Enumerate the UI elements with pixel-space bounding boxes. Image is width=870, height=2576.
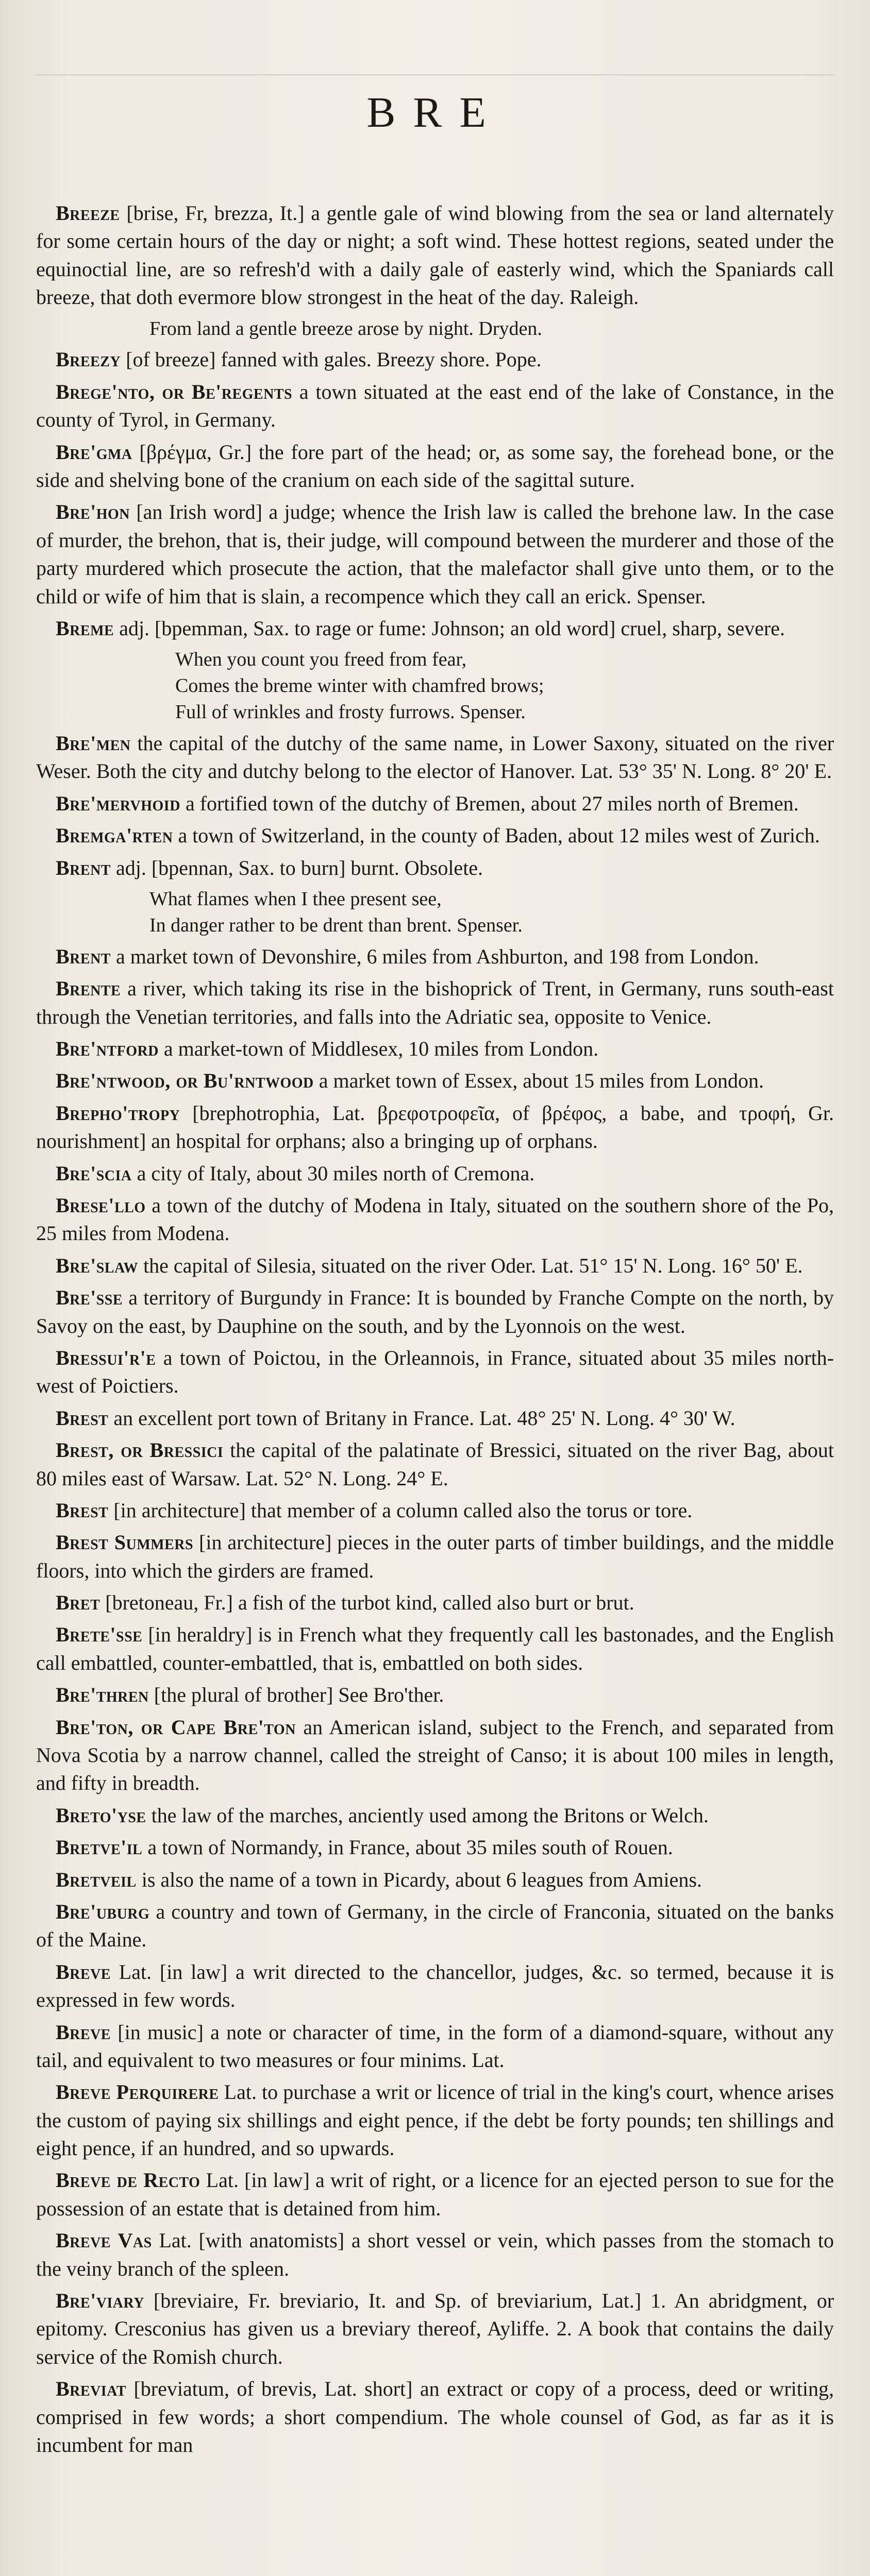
definition: a town situated at the east end of the lake of Constance, in the county of Tyrol, in Germany.: [36, 380, 834, 432]
definition: [of breeze] fanned with gales. Breezy shore. Pope.: [126, 348, 542, 371]
headword: Brest, or Bressici: [56, 1438, 224, 1462]
headword: Bre'viary: [56, 2289, 144, 2313]
entry-breve-music: [36, 2019, 834, 2075]
headword: Bretve'il: [56, 1836, 143, 1859]
headword: Breviat: [56, 2377, 127, 2401]
headword: Bressui'r'e: [56, 1346, 156, 1369]
entry-breuburg: [36, 1898, 834, 1954]
headword: Bre'gma: [56, 440, 132, 464]
definition: is also the name of a town in Picardy, about 6 leagues from Amiens.: [141, 1868, 702, 1891]
headword: Bre'mervhoid: [56, 791, 180, 815]
headword: Bre'ton, or Cape Bre'ton: [56, 1715, 296, 1739]
entry-brephotropy: [36, 1099, 834, 1156]
definition: a town of the dutchy of Modena in Italy, situated on the southern shore of the Po, 25 miles from Modena.: [36, 1193, 834, 1245]
entry-brent-adj: [36, 854, 834, 882]
entry-breve-de-recto: [36, 2166, 834, 2223]
quote-line: From land a gentle breeze arose by night. Dryden.: [149, 317, 542, 340]
entry-bresse: [36, 1284, 834, 1340]
definition: [the plural of brother] See Bro'ther.: [154, 1683, 444, 1707]
entry-bretveil-normandy: [36, 1834, 834, 1861]
definition: adj. [bpemman, Sax. to rage or fume: Johnson; an old word] cruel, sharp, severe.: [119, 616, 785, 640]
entry-bretesse: [36, 1621, 834, 1677]
headword: Bret: [56, 1591, 101, 1615]
headword: Breme: [56, 616, 114, 640]
entry-brehon: [36, 498, 834, 611]
definition: a market-town of Middlesex, 10 miles from London.: [163, 1037, 599, 1061]
headword: Bretveil: [56, 1868, 137, 1891]
entry-brent-town: [36, 943, 834, 971]
definition: a river, which taking its rise in the bishoprick of Trent, in Germany, runs south-east through the Venetian territories, and falls into the Adriatic sea, opposite to Venice.: [36, 977, 834, 1028]
headword: Brepho'tropy: [56, 1101, 180, 1125]
headword: Bre'sse: [56, 1286, 123, 1310]
entry-bremgarten: [36, 822, 834, 850]
definition: Lat. [in law] a writ directed to the chancellor, judges, &c. so termed, because it is expressed in few words.: [36, 1960, 834, 2012]
definition: an excellent port town of Britany in France. Lat. 48° 25' N. Long. 4° 30' W.: [113, 1406, 735, 1430]
entry-brest-bressici: [36, 1436, 834, 1493]
quote-breme: [36, 647, 834, 725]
definition: [breviatum, of brevis, Lat. short] an extract or copy of a process, deed or writing, comprised in few words; a short compendium. The whole counsel of God, as far as it is incumbent for man: [36, 2377, 834, 2456]
headword: Breto'yse: [56, 1803, 146, 1827]
definition: a town of Poictou, in the Orleannois, in France, situated about 35 miles north-west of Poictiers.: [36, 1346, 834, 1398]
entry-bretoyse: [36, 1802, 834, 1829]
headword: Brent: [56, 944, 111, 968]
definition: the law of the marches, anciently used among the Britons or Welch.: [151, 1803, 709, 1827]
headword: Bre'slaw: [56, 1253, 139, 1277]
headword: Brente: [56, 977, 121, 1001]
entries-list: [36, 199, 834, 2459]
definition: the capital of the palatinate of Bressici, situated on the river Bag, about 80 miles east of Warsaw. Lat. 52° N. Long. 24° E.: [36, 1438, 834, 1490]
definition: Lat. [in law] a writ of right, or a licence for an ejected person to sue for the possession of an estate that is detained from him.: [36, 2168, 834, 2220]
entry-brest-architecture: [36, 1497, 834, 1524]
entry-breme: [36, 615, 834, 642]
headword: Breve Perquirere: [56, 2080, 219, 2104]
definition: [in heraldry] is in French what they frequently call les bastonades, and the English call embattled, counter-embattled, that is, embattled on both sides.: [36, 1623, 834, 1674]
definition: [in architecture] that member of a column called also the torus or tore.: [113, 1498, 693, 1522]
headword: Bre'scia: [56, 1161, 132, 1185]
headword: Bre'men: [56, 732, 131, 755]
headword: Brege'nto, or Be'regents: [56, 380, 293, 403]
definition: a town of Switzerland, in the county of Baden, about 12 miles west of Zurich.: [178, 824, 820, 848]
quote-line: When you count you freed from fear,: [175, 649, 467, 671]
definition: Lat. to purchase a writ or licence of trial in the king's court, whence arises the custom of paying six shillings and eight pence, if the debt be forty pounds; ten shillings and eight pence, if an hundred, and so upwards.: [36, 2080, 834, 2160]
headword: Brese'llo: [56, 1193, 146, 1217]
quote-line: In danger rather to be drent than brent. Spenser.: [149, 914, 523, 936]
quote-line: What flames when I thee present see,: [149, 888, 442, 910]
headword: Breve: [56, 2020, 111, 2044]
headword: Brent: [56, 856, 111, 879]
headword: Bre'uburg: [56, 1900, 150, 1923]
entry-bregma: [36, 438, 834, 495]
entry-breeze: [36, 199, 834, 312]
entry-breviary: [36, 2287, 834, 2371]
entry-bressuire: [36, 1344, 834, 1400]
entry-breviat: [36, 2375, 834, 2459]
definition: [βρέγμα, Gr.] the fore part of the head; or, as some say, the forehead bone, or the side and shelving bone of the cranium on each side of the sagittal suture.: [36, 440, 834, 492]
entry-breton: [36, 1714, 834, 1798]
page-header: BRE: [366, 89, 504, 137]
entry-breslaw: [36, 1252, 834, 1280]
entry-breve-law: [36, 1958, 834, 2014]
entry-breezy: [36, 346, 834, 374]
headword: Bremga'rten: [56, 824, 173, 848]
definition: [in music] a note or character of time, in the form of a diamond-square, without any tail, and equivalent to two measures or four minims. Lat.: [36, 2020, 834, 2072]
headword: Breve Vas: [56, 2229, 152, 2252]
definition: a market town of Essex, about 15 miles from London.: [319, 1069, 764, 1093]
entry-bremervhoid: [36, 790, 834, 818]
headword: Bre'thren: [56, 1683, 149, 1707]
headword: Breeze: [56, 201, 120, 225]
quote-line: Full of wrinkles and frosty furrows. Spenser.: [175, 701, 526, 723]
definition: Lat. [with anatomists] a short vessel or vein, which passes from the stomach to the veiny branch of the spleen.: [36, 2229, 834, 2280]
definition: [brise, Fr, brezza, It.] a gentle gale of wind blowing from the sea or land alternately for some certain hours of the day or night; a soft wind. These hottest regions, seated under the equinoctial line, are so refresh'd with a daily gale of easterly wind, which the Spaniards call breeze, that doth evermore blow strongest in the heat of the day. Raleigh.: [36, 201, 834, 309]
entry-bregento: [36, 378, 834, 434]
entry-brest-summers: [36, 1529, 834, 1585]
definition: a country and town of Germany, in the circle of Franconia, situated on the banks of the Maine.: [36, 1900, 834, 1952]
definition: [in architecture] pieces in the outer parts of timber buildings, and the middle floors, into which the girders are framed.: [36, 1531, 834, 1582]
definition: [breviaire, Fr. breviario, It. and Sp. of breviarium, Lat.] 1. An abridgment, or epitomy. Cresconius has given us a breviary thereof, Ayliffe. 2. A book that contains the daily service of the Romish church.: [36, 2289, 834, 2368]
entry-brentwood: [36, 1067, 834, 1095]
definition: adj. [bpennan, Sax. to burn] burnt. Obsolete.: [115, 856, 483, 879]
quote-brent: [36, 886, 834, 939]
definition: a fortified town of the dutchy of Bremen, about 27 miles north of Bremen.: [185, 791, 799, 815]
definition: a city of Italy, about 30 miles north of Cremona.: [137, 1161, 535, 1185]
entry-breve-perquirere: [36, 2078, 834, 2162]
definition: a territory of Burgundy in France: It is bounded by Franche Compte on the north, by Savoy on the east, by Dauphine on the south, and by the Lyonnois on the west.: [36, 1286, 834, 1337]
entry-bremen: [36, 730, 834, 786]
headword: Brest Summers: [56, 1531, 194, 1554]
entry-brente: [36, 975, 834, 1031]
headword: Bre'ntwood, or Bu'rntwood: [56, 1069, 314, 1093]
entry-breve-vas: [36, 2227, 834, 2283]
headword: Breve: [56, 1960, 111, 1984]
definition: the capital of the dutchy of the same name, in Lower Saxony, situated on the river Weser. Both the city and dutchy belong to the elector of Hanover. Lat. 53° 35' N. Long. 8° 20' E.: [36, 732, 834, 783]
entry-brethren: [36, 1681, 834, 1709]
definition: a market town of Devonshire, 6 miles from Ashburton, and 198 from London.: [115, 944, 759, 968]
entry-bretveil-picardy: [36, 1866, 834, 1894]
headword: Brete'sse: [56, 1623, 143, 1647]
definition: the capital of Silesia, situated on the river Oder. Lat. 51° 15' N. Long. 16° 50' E.: [143, 1253, 803, 1277]
definition: [brephotrophia, Lat. βρεφοτροφεῖα, of βρέφος, a babe, and τροφή, Gr. nourishment] an hospital for orphans; also a bringing up of orphans.: [36, 1101, 834, 1153]
definition: [bretoneau, Fr.] a fish of the turbot kind, called also burt or brut.: [105, 1591, 634, 1615]
entry-bresello: [36, 1192, 834, 1248]
headword: Bre'ntford: [56, 1037, 159, 1061]
entry-brentford: [36, 1035, 834, 1063]
headword: Brest: [56, 1406, 109, 1430]
definition: an American island, subject to the French, and separated from Nova Scotia by a narrow channel, called the streight of Canso; it is about 100 miles in length, and fifty in breadth.: [36, 1715, 834, 1795]
quote-line: Comes the breme winter with chamfred brows;: [175, 675, 544, 697]
definition: a town of Normandy, in France, about 35 miles south of Rouen.: [147, 1836, 673, 1859]
headword: Brest: [56, 1498, 109, 1522]
entry-bret: [36, 1589, 834, 1617]
headword: Breve de Recto: [56, 2168, 200, 2192]
entry-brescia: [36, 1160, 834, 1188]
entry-brest: [36, 1404, 834, 1432]
definition: [an Irish word] a judge; whence the Irish law is called the brehone law. In the case of murder, the brehon, that is, their judge, will compound between the murderer and those of the party murdered which prosecute the action, that the malefactor shall give unto them, or to the child or wife of him that is slain, a recompence which they call an erick. Spenser.: [36, 500, 834, 608]
headword: Bre'hon: [56, 500, 130, 524]
headword: Breezy: [56, 348, 121, 371]
quote-breeze: [36, 316, 834, 342]
